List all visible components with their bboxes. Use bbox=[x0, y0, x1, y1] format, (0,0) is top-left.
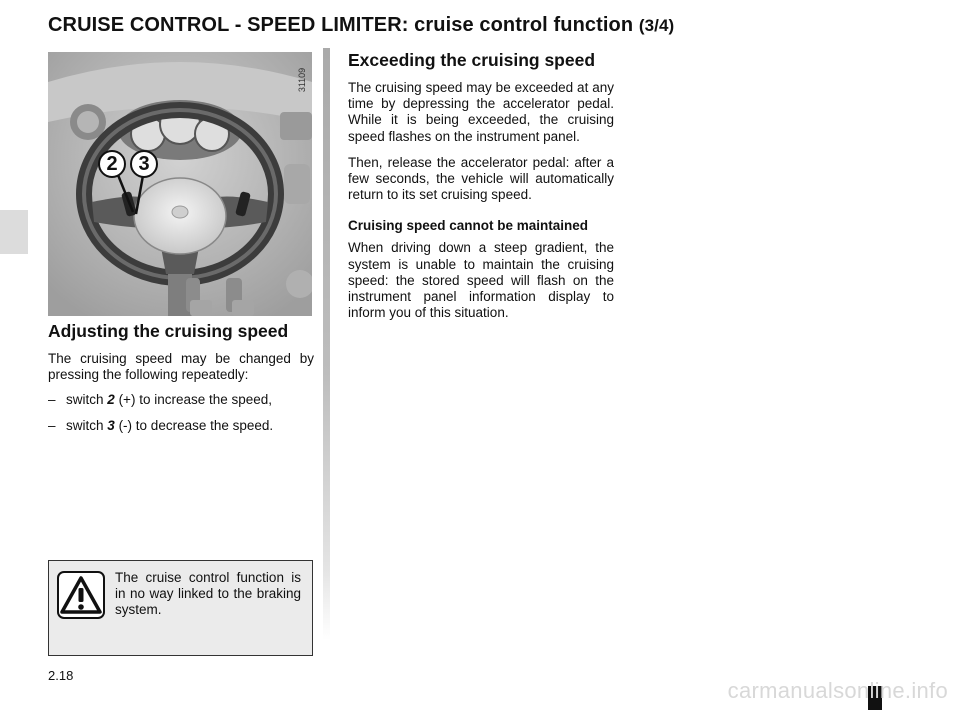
chapter-tab bbox=[0, 210, 28, 254]
column-divider bbox=[323, 48, 330, 640]
page-title bbox=[48, 14, 674, 37]
warning-text: The cruise control function is in no way linked to the braking system. bbox=[115, 570, 301, 618]
warning-box bbox=[48, 560, 313, 656]
title-part: (3/4) bbox=[638, 16, 675, 35]
exceeding-heading: Exceeding the cruising speed bbox=[348, 50, 596, 70]
item-suffix: (-) to decrease the speed. bbox=[118, 417, 274, 433]
item-suffix: (+) to increase the speed, bbox=[118, 392, 273, 408]
adjusting-heading: Adjusting the cruising speed bbox=[48, 321, 289, 341]
list-item: – switch 3 (-) to decrease the speed. bbox=[48, 417, 274, 433]
list-item: – switch 2 (+) to increase the speed, bbox=[48, 392, 273, 408]
item-prefix: switch bbox=[66, 417, 104, 433]
adjusting-intro: The cruising speed may be changed by pressing the following repeatedly: bbox=[48, 351, 314, 383]
left-column bbox=[48, 320, 314, 443]
exceeding-paragraph-2: Then, release the accelerator pedal: after a few seconds, the vehicle will automatically return to its set cruising speed. bbox=[348, 154, 614, 203]
title-main: CRUISE CONTROL - SPEED LIMITER: cruise control function bbox=[48, 14, 634, 36]
figure-code: 31109 bbox=[297, 67, 307, 93]
item-prefix: switch bbox=[66, 392, 104, 408]
callout-3: 3 bbox=[130, 150, 158, 178]
switch-number: 3 bbox=[107, 417, 115, 433]
right-column bbox=[348, 49, 614, 331]
callout-2: 2 bbox=[98, 150, 126, 178]
switch-number: 2 bbox=[107, 392, 115, 408]
exceeding-paragraph-1: The cruising speed may be exceeded at any time by depressing the accelerator pedal. While it is being exceeded, the cruising speed flashes on the instrument panel. bbox=[348, 80, 614, 144]
warning-triangle-icon bbox=[57, 571, 105, 619]
adjusting-list bbox=[48, 392, 314, 433]
watermark: carmanualsonline.info bbox=[727, 678, 948, 703]
cannot-maintain-subheading: Cruising speed cannot be maintained bbox=[348, 218, 589, 234]
cannot-maintain-paragraph: When driving down a steep gradient, the system is unable to maintain the cruising speed: the stored speed will flash on the instrument panel information display to inform you of this situation. bbox=[348, 240, 614, 321]
steering-wheel-illustration bbox=[48, 52, 312, 316]
page-number: 2.18 bbox=[48, 668, 74, 683]
steering-wheel-figure bbox=[48, 52, 312, 316]
